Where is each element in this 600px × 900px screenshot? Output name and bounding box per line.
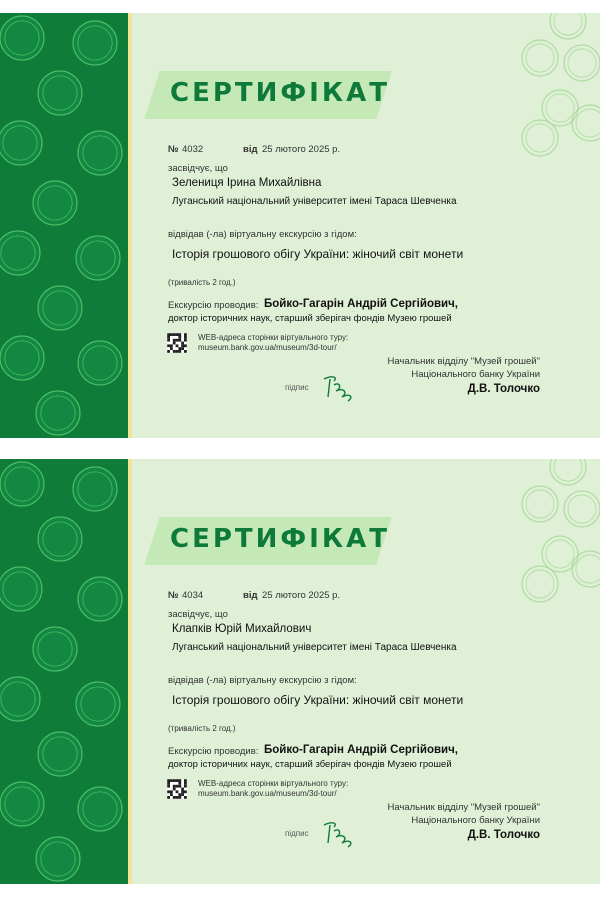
guide-name: Бойко-Гагарін Андрій Сергійович, xyxy=(264,298,458,310)
certificate-number: 4034 xyxy=(182,590,204,601)
date-label: від xyxy=(243,590,258,601)
university-name: Луганський національний університет імені Тараса Шевченка xyxy=(172,642,457,653)
guide-description: доктор історичних наук, старший зберігач фондів Музею грошей xyxy=(168,759,452,770)
title-ribbon xyxy=(152,517,390,565)
coin-pattern-band xyxy=(0,459,128,884)
head-title-1: Начальник відділу "Музей грошей" xyxy=(387,802,540,813)
number-label: № xyxy=(168,144,179,155)
person-name: Зелениця Ірина Михайлівна xyxy=(172,177,322,189)
certificate-date: 25 лютого 2025 р. xyxy=(262,144,341,155)
head-name: Д.В. Толочко xyxy=(467,829,540,841)
guide-description: доктор історичних наук, старший зберігач фондів Музею грошей xyxy=(168,313,452,324)
web-label: WEB-адреса сторінки віртуального туру: xyxy=(198,779,349,788)
number-label: № xyxy=(168,590,179,601)
course-title: Історія грошового обігу України: жіночий світ монети xyxy=(172,247,464,261)
qr-code-icon[interactable] xyxy=(167,333,187,353)
head-title-1: Начальник відділу "Музей грошей" xyxy=(387,356,540,367)
course-title: Історія грошового обігу України: жіночий світ монети xyxy=(172,693,464,707)
band-edge-stripe xyxy=(128,13,132,438)
head-title-2: Національного банку України xyxy=(411,369,540,380)
coin-pattern-icon xyxy=(0,459,128,884)
certifies-label: засвідчує, що xyxy=(168,609,228,620)
band-edge-stripe xyxy=(128,459,132,884)
signature-icon xyxy=(318,817,360,851)
guide-label: Екскурсію проводив: xyxy=(168,746,259,757)
head-name: Д.В. Толочко xyxy=(467,383,540,395)
certificate-title: СЕРТИФІКАТ xyxy=(170,78,390,108)
certificate-date: 25 лютого 2025 р. xyxy=(262,590,341,601)
coin-watermark-icon xyxy=(520,13,600,183)
head-title-2: Національного банку України xyxy=(411,815,540,826)
coin-watermark-icon xyxy=(520,459,600,629)
signature-icon xyxy=(318,371,360,405)
duration: (тривалість 2 год.) xyxy=(168,278,236,287)
web-label: WEB-адреса сторінки віртуального туру: xyxy=(198,333,349,342)
certificate-title: СЕРТИФІКАТ xyxy=(170,524,390,554)
certificate-1 xyxy=(0,13,600,438)
duration: (тривалість 2 год.) xyxy=(168,724,236,733)
certifies-label: засвідчує, що xyxy=(168,163,228,174)
coin-pattern-icon xyxy=(0,13,128,438)
web-url[interactable]: museum.bank.gov.ua/museum/3d-tour/ xyxy=(198,343,337,352)
title-ribbon xyxy=(152,71,390,119)
certificate-2 xyxy=(0,459,600,884)
signature-label: підпис xyxy=(285,829,309,838)
guide-name: Бойко-Гагарін Андрій Сергійович, xyxy=(264,744,458,756)
signature-label: підпис xyxy=(285,383,309,392)
person-name: Клапків Юрій Михайлович xyxy=(172,623,312,635)
date-label: від xyxy=(243,144,258,155)
qr-code-icon[interactable] xyxy=(167,779,187,799)
guide-label: Екскурсію проводив: xyxy=(168,300,259,311)
university-name: Луганський національний університет імені Тараса Шевченка xyxy=(172,196,457,207)
visited-label: відвідав (-ла) віртуальну екскурсію з гідом: xyxy=(168,229,357,240)
visited-label: відвідав (-ла) віртуальну екскурсію з гідом: xyxy=(168,675,357,686)
web-url[interactable]: museum.bank.gov.ua/museum/3d-tour/ xyxy=(198,789,337,798)
certificate-number: 4032 xyxy=(182,144,204,155)
coin-pattern-band xyxy=(0,13,128,438)
